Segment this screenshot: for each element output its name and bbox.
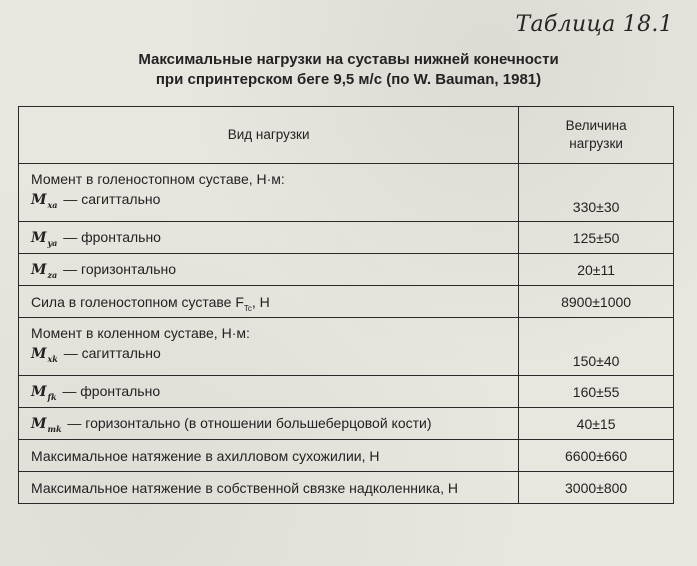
- moment-description: — сагиттально: [63, 191, 161, 207]
- row-load-value: 3000±800: [519, 472, 674, 504]
- force-unit: , Н: [251, 293, 270, 310]
- row-load-value: 20±11: [519, 254, 674, 286]
- moment-symbol: M: [31, 416, 47, 432]
- force-subscript: Tc: [243, 303, 252, 313]
- row-load-value: 125±50: [519, 222, 674, 254]
- row-load-value: 40±15: [519, 408, 674, 440]
- table-row: [19, 286, 674, 318]
- row-load-type: [19, 164, 519, 222]
- row-group-title: Момент в голеностопном суставе, Н·м:: [31, 171, 285, 187]
- moment-description: — сагиттально: [63, 345, 161, 361]
- row-moment-line: [31, 343, 506, 365]
- moment-symbol: M: [31, 384, 47, 400]
- header-value-line-2: нагрузки: [569, 136, 623, 151]
- moment-symbol: M: [31, 192, 47, 208]
- moment-symbol: M: [31, 346, 47, 362]
- row-moment-line: [31, 189, 506, 211]
- row-load-value: 6600±660: [519, 440, 674, 472]
- table-row: [19, 472, 674, 504]
- loads-table: [18, 106, 674, 504]
- row-load-value: 160±55: [519, 376, 674, 408]
- table-row: [19, 408, 674, 440]
- moment-subscript: xk: [47, 354, 58, 364]
- table-caption: [0, 50, 697, 90]
- table-row: [19, 376, 674, 408]
- row-load-type: [19, 222, 519, 254]
- moment-symbol: M: [31, 262, 47, 278]
- moment-description: — горизонтально (в отношении большеберцовой кости): [67, 415, 432, 431]
- row-load-type: [19, 254, 519, 286]
- row-load-type: [19, 286, 519, 318]
- row-load-value: 330±30: [519, 164, 674, 222]
- table-row: [19, 222, 674, 254]
- table-row: [19, 318, 674, 376]
- moment-subscript: mk: [47, 424, 62, 434]
- moment-description: — фронтально: [63, 229, 161, 245]
- header-value-line-1: Величина: [565, 118, 627, 133]
- force-label: Сила в голеностопном суставе F: [31, 293, 244, 310]
- row-load-type: [19, 376, 519, 408]
- caption-line-1: Максимальные нагрузки на суставы нижней конечности: [138, 51, 559, 68]
- header-load-type: Вид нагрузки: [19, 107, 519, 164]
- row-load-type: Максимальное натяжение в ахилловом сухожилии, Н: [19, 440, 519, 472]
- caption-line-2: при спринтерском беге 9,5 м/с (по W. Bauman, 1981): [155, 71, 542, 88]
- row-load-type: [19, 408, 519, 440]
- header-load-value: [519, 107, 674, 164]
- moment-subscript: ya: [47, 238, 58, 248]
- moment-description: — горизонтально: [63, 261, 177, 277]
- moment-subscript: xa: [47, 200, 58, 210]
- moment-subscript: za: [47, 270, 58, 280]
- row-group-title: Момент в коленном суставе, Н·м:: [31, 325, 250, 341]
- table-number: Таблица 18.1: [515, 12, 673, 37]
- moment-description: — фронтально: [62, 383, 161, 399]
- row-load-type: [19, 318, 519, 376]
- moment-symbol: M: [31, 230, 47, 246]
- moment-subscript: fk: [47, 392, 57, 402]
- row-load-value: 150±40: [519, 318, 674, 376]
- table-row: [19, 164, 674, 222]
- header-row: [19, 107, 674, 164]
- row-load-type: Максимальное натяжение в собственной связке надколенника, Н: [19, 472, 519, 504]
- table-row: [19, 254, 674, 286]
- row-load-value: 8900±1000: [519, 286, 674, 318]
- table-row: [19, 440, 674, 472]
